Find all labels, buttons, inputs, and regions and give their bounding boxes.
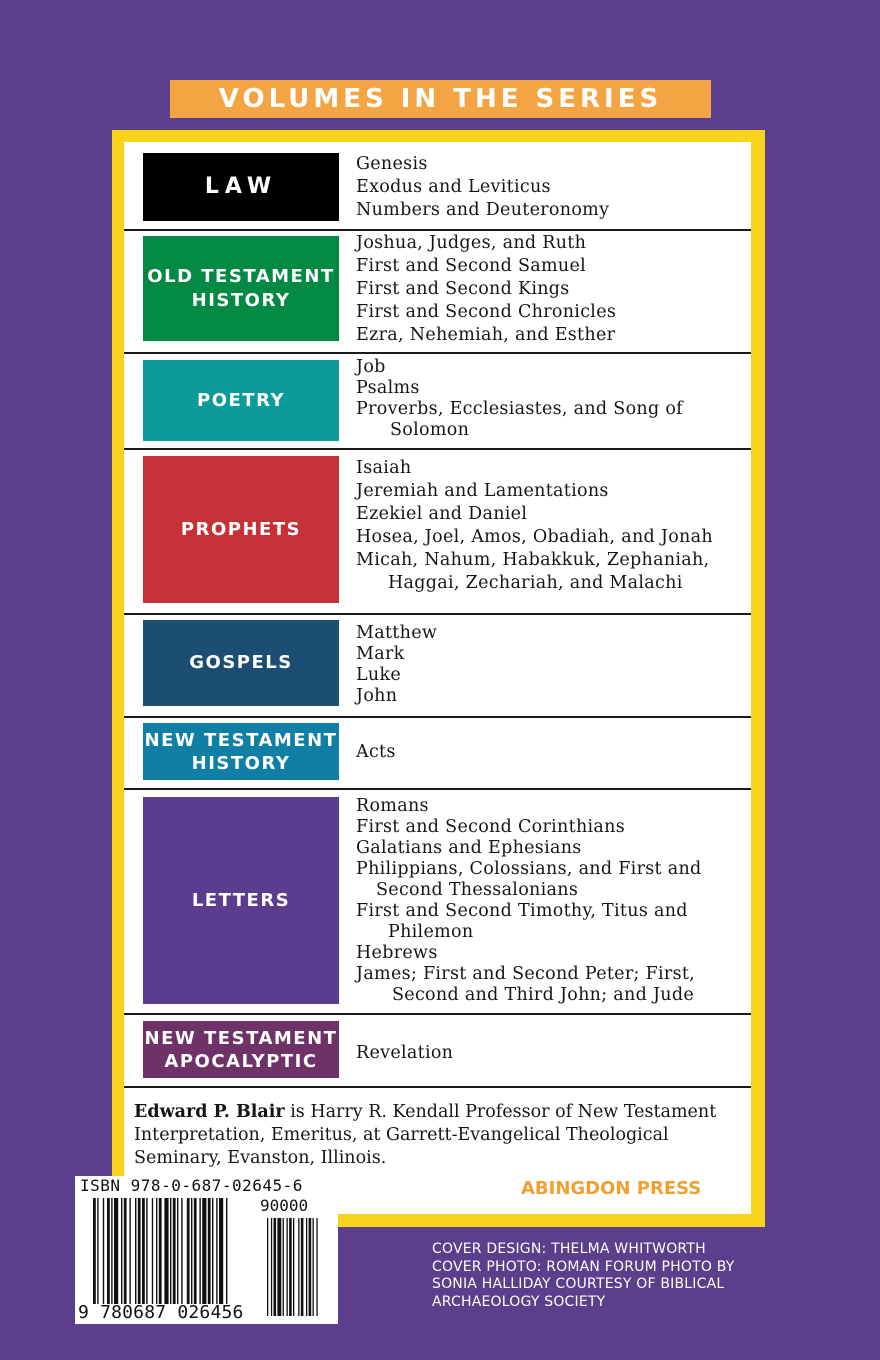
book-title: Acts	[356, 742, 396, 762]
section-label-text: NEW TESTAMENT	[144, 1027, 338, 1049]
barcode-bar	[107, 1198, 110, 1304]
cover-credits	[432, 1241, 735, 1311]
section-books-letters	[356, 796, 743, 1006]
section-label-text: APOCALYPTIC	[164, 1050, 318, 1072]
book-title: Hebrews	[356, 943, 438, 963]
book-title: Proverbs, Ecclesiastes, and Song of	[356, 399, 683, 419]
barcode-bar	[159, 1198, 162, 1304]
barcode-addon-bar	[283, 1218, 284, 1316]
section-books-prophets	[356, 457, 743, 595]
book-title: Hosea, Joel, Amos, Obadiah, and Jonah	[356, 527, 713, 547]
book-title: First and Second Chronicles	[356, 302, 617, 322]
book-title: Romans	[356, 796, 429, 816]
barcode-addon-bar	[274, 1218, 277, 1316]
book-title: Revelation	[356, 1043, 454, 1063]
section-label-letters	[143, 797, 339, 1004]
barcode-bar	[170, 1198, 171, 1304]
isbn-text: ISBN 978-0-687-02645-6	[80, 1176, 303, 1195]
book-title: James; First and Second Peter; First,	[356, 964, 696, 984]
section-books-law	[356, 153, 743, 222]
section-books-new-testament-apocalyptic	[356, 1042, 743, 1065]
book-title-continuation: Haggai, Zechariah, and Malachi	[388, 573, 683, 593]
barcode-addon-bar	[293, 1218, 294, 1316]
barcode-bar	[156, 1198, 157, 1304]
section-books-old-testament-history	[356, 232, 743, 347]
barcode-bar	[219, 1198, 223, 1304]
book-title-continuation: Second and Third John; and Jude	[392, 985, 695, 1005]
credit-line: SONIA HALLIDAY COURTESY OF BIBLICAL	[432, 1276, 725, 1292]
barcode-bar	[152, 1198, 153, 1304]
book-title: First and Second Corinthians	[356, 817, 626, 837]
section-label-gospels	[143, 620, 339, 706]
section-label-new-testament-apocalyptic	[143, 1021, 339, 1078]
barcode-bar	[111, 1198, 112, 1304]
barcode-bar	[187, 1198, 190, 1304]
barcode-bar	[177, 1198, 178, 1304]
book-title: Luke	[356, 665, 402, 685]
barcode-bar	[114, 1198, 118, 1304]
section-label-text: HISTORY	[191, 289, 291, 311]
section-books-poetry	[356, 357, 743, 441]
book-title: John	[356, 686, 398, 706]
book-title: Jeremiah and Lamentations	[356, 481, 609, 501]
barcode-addon-bar	[306, 1218, 307, 1316]
barcode-bar	[216, 1198, 217, 1304]
section-label-poetry	[143, 360, 339, 441]
barcode-addon-bars	[267, 1218, 318, 1316]
section-label-text: GOSPELS	[189, 652, 293, 673]
barcode-bar	[103, 1198, 104, 1304]
book-title: Galatians and Ephesians	[356, 838, 582, 858]
book-title: Mark	[356, 644, 405, 664]
barcode-addon-bar	[267, 1218, 268, 1316]
price-code: 90000	[260, 1196, 309, 1215]
barcode-bar	[164, 1198, 168, 1304]
book-title: Numbers and Deuteronomy	[356, 200, 610, 220]
section-label-text: LAW	[204, 174, 278, 199]
barcode-addon-bar	[309, 1218, 312, 1316]
section-label-old-testament-history	[143, 236, 339, 341]
barcode-bar	[142, 1198, 145, 1304]
book-title: Job	[356, 357, 386, 377]
section-poetry	[124, 354, 751, 450]
section-label-prophets	[143, 456, 339, 603]
book-title: First and Second Samuel	[356, 256, 587, 276]
section-label-text: HISTORY	[191, 752, 291, 774]
book-title: Ezra, Nehemiah, and Esther	[356, 325, 616, 345]
book-title: First and Second Kings	[356, 279, 570, 299]
series-banner: VOLUMES IN THE SERIES	[170, 80, 711, 118]
barcode-bar	[199, 1198, 200, 1304]
section-label-text: POETRY	[197, 389, 285, 411]
barcode-bar	[202, 1198, 206, 1304]
section-letters	[124, 790, 751, 1015]
book-title: Exodus and Leviticus	[356, 177, 551, 197]
barcode-addon-bar	[289, 1218, 292, 1316]
author-bio	[134, 1101, 746, 1170]
book-title: Joshua, Judges, and Ruth	[356, 233, 587, 253]
book-title-continuation: Philemon	[388, 922, 474, 942]
section-label-text: OLD TESTAMENT	[147, 265, 335, 287]
book-title-continuation: Second Thessalonians	[376, 880, 579, 900]
credit-line: ARCHAEOLOGY SOCIETY	[432, 1293, 606, 1310]
book-title: First and Second Timothy, Titus and	[356, 901, 688, 921]
barcode-addon-bar	[313, 1218, 314, 1316]
section-books-new-testament-history	[356, 741, 743, 764]
book-title: Psalms	[356, 378, 420, 398]
section-law	[124, 142, 751, 231]
barcode-bar	[124, 1198, 127, 1304]
barcode-addon-bar	[316, 1218, 317, 1316]
section-new-testament-history	[124, 718, 751, 790]
book-title: Philippians, Colossians, and First and	[356, 859, 702, 879]
barcode-bar	[194, 1198, 197, 1304]
book-title: Isaiah	[356, 458, 412, 478]
author-bio-text: is Harry R. Kendall Professor of New Testament Interpretation, Emeritus, at Garrett-Evangelical Theological Seminary, Evanston, Illinois.	[134, 1102, 717, 1168]
barcode-bar	[129, 1198, 130, 1304]
barcode-bar	[208, 1198, 211, 1304]
book-title: Ezekiel and Daniel	[356, 504, 528, 524]
credit-line: COVER DESIGN: THELMA WHITWORTH	[432, 1241, 706, 1257]
barcode-bar	[138, 1198, 141, 1304]
section-prophets	[124, 450, 751, 615]
section-old-testament-history	[124, 231, 751, 354]
publisher-name: ABINGDON PRESS	[521, 1178, 702, 1199]
barcode-bar	[181, 1198, 182, 1304]
book-title: Micah, Nahum, Habakkuk, Zephaniah,	[356, 550, 710, 570]
barcode-bar	[212, 1198, 213, 1304]
section-label-text: NEW TESTAMENT	[144, 729, 338, 751]
barcode-bar	[146, 1198, 147, 1304]
barcode-addon-bar	[271, 1218, 272, 1316]
credit-line: COVER PHOTO: ROMAN FORUM PHOTO BY	[432, 1258, 735, 1275]
barcode-bar	[97, 1198, 98, 1304]
barcode-addon-bar	[277, 1218, 281, 1316]
barcode-addon-bar	[298, 1218, 299, 1316]
barcode-bar	[226, 1198, 227, 1304]
barcode-bars	[93, 1198, 227, 1304]
book-title-continuation: Solomon	[390, 420, 470, 440]
section-label-text: PROPHETS	[180, 518, 302, 540]
author-name: Edward P. Blair	[134, 1102, 285, 1122]
barcode-addon-bar	[301, 1218, 304, 1316]
barcode-addon-bar	[287, 1218, 288, 1316]
barcode-bar	[135, 1198, 136, 1304]
barcode-bar	[93, 1198, 96, 1304]
section-new-testament-apocalyptic	[124, 1015, 751, 1088]
book-title: Genesis	[356, 154, 428, 174]
book-title: Matthew	[356, 623, 438, 643]
section-label-new-testament-history	[143, 723, 339, 780]
barcode-bar	[121, 1198, 122, 1304]
section-books-gospels	[356, 623, 743, 707]
barcode-number: 9 780687 026456	[78, 1302, 244, 1323]
section-gospels	[124, 615, 751, 718]
barcode-bar	[191, 1198, 192, 1304]
barcode-bar	[173, 1198, 176, 1304]
section-label-law	[143, 153, 339, 221]
section-label-text: LETTERS	[191, 889, 291, 911]
